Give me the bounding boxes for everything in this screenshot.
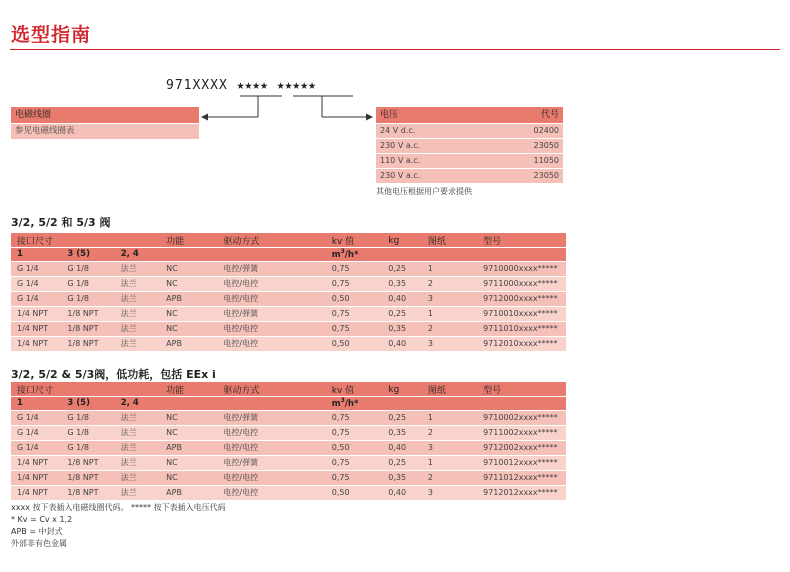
cell-kv: 0,75 [332, 426, 388, 440]
col-port-size: 接口尺寸 [11, 233, 166, 247]
cell-kg: 0,25 [388, 307, 428, 321]
col-model: 型号 [483, 382, 566, 396]
cell-model: 9710000xxxx***** [483, 262, 566, 276]
cell-drawing: 2 [428, 426, 483, 440]
cell-actuation: 电控/电控 [223, 277, 331, 291]
valve-table-low-power [11, 381, 566, 501]
table-row [11, 262, 566, 276]
cell-port-3: G 1/8 [67, 426, 120, 440]
cell-kg: 0,25 [388, 262, 428, 276]
cell-function: NC [166, 471, 223, 485]
section-title-standard: 3/2, 5/2 和 5/3 阀 [11, 216, 111, 229]
cell-port-3: 1/8 NPT [67, 322, 120, 336]
cell-drawing: 3 [428, 292, 483, 306]
cell-port-1: 1/4 NPT [11, 307, 67, 321]
cell-port-1: G 1/4 [11, 292, 67, 306]
cell-kg: 0,40 [388, 441, 428, 455]
cell-function: APB [166, 337, 223, 351]
cell-drawing: 1 [428, 456, 483, 470]
cell-drawing: 1 [428, 262, 483, 276]
coil-reference: 参见电磁线圈表 [11, 124, 199, 139]
cell-port-2: 法兰 [121, 292, 166, 306]
cell-drawing: 2 [428, 322, 483, 336]
cell-port-1: 1/4 NPT [11, 322, 67, 336]
cell-kv: 0,75 [332, 277, 388, 291]
cell-model: 9711010xxxx***** [483, 322, 566, 336]
cell-model: 9712000xxxx***** [483, 292, 566, 306]
cell-kg: 0,40 [388, 486, 428, 500]
col-function: 功能 [166, 382, 223, 396]
col-drawing: 图纸 [428, 382, 483, 396]
voltage-note: 其他电压根据用户要求提供 [376, 187, 472, 196]
col-kv-unit: $m^3/h*$ [332, 397, 388, 410]
voltage-header [376, 107, 563, 123]
cell-model: 9711000xxxx***** [483, 277, 566, 291]
cell-port-3: 1/8 NPT [67, 486, 120, 500]
col-actuation: 驱动方式 [223, 233, 331, 247]
voltage-code: 23050 [533, 141, 559, 150]
cell-function: NC [166, 277, 223, 291]
cell-port-2: 法兰 [121, 337, 166, 351]
col-port-3: 3 (5) [67, 248, 120, 261]
cell-port-2: 法兰 [121, 411, 166, 425]
voltage-value: 24 V d.c. [380, 126, 416, 135]
cell-function: NC [166, 456, 223, 470]
cell-function: NC [166, 262, 223, 276]
cell-function: NC [166, 307, 223, 321]
cell-port-2: 法兰 [121, 307, 166, 321]
cell-port-2: 法兰 [121, 456, 166, 470]
col-port-1: 1 [11, 248, 67, 261]
cell-kv: 0,75 [332, 262, 388, 276]
cell-port-1: G 1/4 [11, 411, 67, 425]
cell-port-1: 1/4 NPT [11, 456, 67, 470]
model-code-voltage-stars: ★★★★★ [276, 78, 316, 93]
footnote-apb: APB = 中封式 [11, 527, 63, 536]
footnote-material: 外部非有色金属 [11, 539, 67, 548]
cell-kv: 0,75 [332, 307, 388, 321]
cell-actuation: 电控/电控 [223, 426, 331, 440]
cell-port-2: 法兰 [121, 486, 166, 500]
cell-function: NC [166, 322, 223, 336]
page-title: 选型指南 [11, 24, 92, 46]
coil-header: 电磁线圈 [11, 107, 199, 123]
col-kv: kv 值 [332, 233, 388, 247]
cell-kv: 0,50 [332, 486, 388, 500]
cell-port-3: G 1/8 [67, 262, 120, 276]
cell-port-1: G 1/4 [11, 441, 67, 455]
col-port-2: 2, 4 [121, 248, 166, 261]
table-row [11, 322, 566, 336]
cell-kg: 0,35 [388, 426, 428, 440]
cell-actuation: 电控/弹簧 [223, 411, 331, 425]
cell-actuation: 电控/弹簧 [223, 262, 331, 276]
cell-drawing: 2 [428, 277, 483, 291]
cell-port-2: 法兰 [121, 426, 166, 440]
cell-actuation: 电控/电控 [223, 292, 331, 306]
voltage-value: 230 V a.c. [380, 141, 421, 150]
title-divider [10, 49, 780, 50]
cell-port-3: 1/8 NPT [67, 307, 120, 321]
cell-drawing: 1 [428, 307, 483, 321]
cell-port-2: 法兰 [121, 471, 166, 485]
col-kg: kg [388, 382, 428, 396]
col-port-3: 3 (5) [67, 397, 120, 410]
cell-function: APB [166, 441, 223, 455]
voltage-table [376, 107, 563, 197]
col-kv-unit: $m^3/h*$ [332, 248, 388, 261]
voltage-row [376, 139, 563, 153]
valve-table-standard [11, 232, 566, 352]
col-function: 功能 [166, 233, 223, 247]
voltage-value: 110 V a.c. [380, 156, 421, 165]
cell-actuation: 电控/电控 [223, 441, 331, 455]
cell-drawing: 3 [428, 337, 483, 351]
table-row [11, 456, 566, 470]
footnote-kv: * Kv = Cv x 1,2 [11, 515, 73, 524]
table-row [11, 441, 566, 455]
cell-model: 9710010xxxx***** [483, 307, 566, 321]
cell-kg: 0,35 [388, 322, 428, 336]
cell-drawing: 3 [428, 486, 483, 500]
col-actuation: 驱动方式 [223, 382, 331, 396]
cell-port-3: G 1/8 [67, 292, 120, 306]
cell-port-3: G 1/8 [67, 277, 120, 291]
model-code-pattern [166, 78, 316, 93]
table-row [11, 471, 566, 485]
cell-port-1: G 1/4 [11, 277, 67, 291]
cell-drawing: 3 [428, 441, 483, 455]
cell-port-1: G 1/4 [11, 262, 67, 276]
cell-actuation: 电控/弹簧 [223, 307, 331, 321]
cell-kg: 0,35 [388, 471, 428, 485]
cell-kv: 0,75 [332, 456, 388, 470]
section-title-low-power: 3/2, 5/2 & 5/3阀，低功耗，包括 EEx i [11, 368, 216, 381]
cell-model: 9712012xxxx***** [483, 486, 566, 500]
cell-port-1: 1/4 NPT [11, 471, 67, 485]
voltage-value: 230 V a.c. [380, 171, 421, 180]
cell-kv: 0,75 [332, 471, 388, 485]
voltage-row [376, 169, 563, 183]
cell-actuation: 电控/弹簧 [223, 456, 331, 470]
col-drawing: 图纸 [428, 233, 483, 247]
coil-box [11, 107, 199, 139]
col-port-size: 接口尺寸 [11, 382, 166, 396]
voltage-code: 11050 [533, 156, 559, 165]
col-port-2: 2, 4 [121, 397, 166, 410]
table-row [11, 411, 566, 425]
cell-kv: 0,50 [332, 292, 388, 306]
cell-port-3: 1/8 NPT [67, 456, 120, 470]
cell-port-3: G 1/8 [67, 411, 120, 425]
cell-actuation: 电控/电控 [223, 486, 331, 500]
cell-actuation: 电控/电控 [223, 471, 331, 485]
cell-model: 9711012xxxx***** [483, 471, 566, 485]
cell-model: 9712010xxxx***** [483, 337, 566, 351]
cell-kg: 0,40 [388, 292, 428, 306]
col-model: 型号 [483, 233, 566, 247]
cell-drawing: 1 [428, 411, 483, 425]
cell-model: 9711002xxxx***** [483, 426, 566, 440]
cell-kg: 0,40 [388, 337, 428, 351]
footnote-codes: xxxx 按下表插入电磁线圈代码。 ***** 按下表插入电压代码 [11, 503, 226, 512]
cell-port-3: 1/8 NPT [67, 471, 120, 485]
cell-model: 9710002xxxx***** [483, 411, 566, 425]
cell-actuation: 电控/电控 [223, 337, 331, 351]
cell-port-3: 1/8 NPT [67, 337, 120, 351]
cell-kg: 0,35 [388, 277, 428, 291]
cell-port-2: 法兰 [121, 322, 166, 336]
cell-port-2: 法兰 [121, 262, 166, 276]
cell-drawing: 2 [428, 471, 483, 485]
cell-port-3: G 1/8 [67, 441, 120, 455]
cell-port-2: 法兰 [121, 441, 166, 455]
table-row [11, 292, 566, 306]
cell-function: NC [166, 426, 223, 440]
cell-kg: 0,25 [388, 411, 428, 425]
table-row [11, 307, 566, 321]
col-kv: kv 值 [332, 382, 388, 396]
cell-kg: 0,25 [388, 456, 428, 470]
voltage-row [376, 124, 563, 138]
cell-kv: 0,50 [332, 441, 388, 455]
voltage-code: 23050 [533, 171, 559, 180]
voltage-code: 02400 [533, 126, 559, 135]
voltage-code-header: 代号 [540, 110, 559, 120]
footnotes [11, 502, 226, 550]
col-port-1: 1 [11, 397, 67, 410]
table-row [11, 426, 566, 440]
model-code-coil-stars: ★★★★ [236, 78, 268, 93]
cell-model: 9712002xxxx***** [483, 441, 566, 455]
voltage-header-label: 电压 [380, 110, 399, 120]
col-kg: kg [388, 233, 428, 247]
cell-function: APB [166, 486, 223, 500]
cell-port-2: 法兰 [121, 277, 166, 291]
cell-actuation: 电控/电控 [223, 322, 331, 336]
cell-function: APB [166, 292, 223, 306]
table-row [11, 486, 566, 500]
voltage-row [376, 154, 563, 168]
table-row [11, 337, 566, 351]
cell-kv: 0,50 [332, 337, 388, 351]
table-row [11, 277, 566, 291]
cell-model: 9710012xxxx***** [483, 456, 566, 470]
cell-kv: 0,75 [332, 411, 388, 425]
model-code-prefix: 971XXXX [166, 78, 228, 93]
cell-function: NC [166, 411, 223, 425]
cell-port-1: 1/4 NPT [11, 486, 67, 500]
cell-port-1: 1/4 NPT [11, 337, 67, 351]
cell-kv: 0,75 [332, 322, 388, 336]
cell-port-1: G 1/4 [11, 426, 67, 440]
